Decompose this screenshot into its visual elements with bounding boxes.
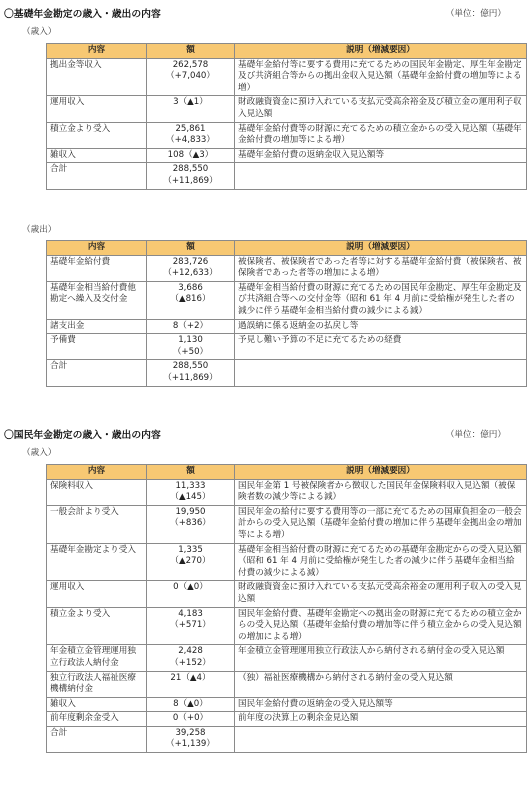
- row-amount: [147, 726, 235, 752]
- amount-change: （▲270）: [170, 556, 211, 567]
- row-description: 国民年金給付費、基礎年金勘定への拠出金の財源に充てるための積立金からの受入見込額（基礎年金給付費の増加等に伴う積立金からの受入見込額の増加による増）: [235, 607, 527, 645]
- row-amount: [147, 479, 235, 505]
- amount-change: （+7,040）: [166, 71, 215, 82]
- row-description: 基礎年金給付費等の財源に充てるための積立金からの受入見込額（基礎年金給付費の増加等による増）: [235, 122, 527, 148]
- amount-value: 8（▲0）: [173, 698, 208, 709]
- header-amount: 額: [147, 44, 235, 59]
- kokumin-revenue-table: [46, 464, 527, 753]
- header-item: 内容: [47, 44, 147, 59]
- amount-change: （+1,139）: [166, 739, 215, 750]
- row-item: 基礎年金勘定より受入: [47, 543, 147, 581]
- row-description: 基礎年金給付費の返納金収入見込額等: [235, 148, 527, 163]
- table-label-revenue: （歳入）: [22, 27, 57, 37]
- table-label-revenue: （歳入）: [22, 448, 57, 458]
- row-amount: [147, 671, 235, 697]
- amount-value: 108（▲3）: [167, 149, 214, 160]
- row-amount: [147, 319, 235, 334]
- row-item: 一般会計より受入: [47, 505, 147, 543]
- row-item: 雑収入: [47, 148, 147, 163]
- row-amount: [147, 505, 235, 543]
- amount-value: 288,550: [172, 164, 209, 175]
- row-amount: [147, 255, 235, 281]
- header-amount: 額: [147, 465, 235, 480]
- kiso-revenue-table: [46, 43, 527, 190]
- amount-value: 4,183: [178, 608, 203, 619]
- table-row: [47, 255, 527, 281]
- table-row: [47, 607, 527, 645]
- row-item: 運用収入: [47, 96, 147, 122]
- table-row: [47, 581, 527, 607]
- row-amount: [147, 697, 235, 712]
- row-description: 前年度の決算上の剰余金見込額: [235, 712, 527, 727]
- table-row: [47, 58, 527, 96]
- row-description: 財政融資資金に預け入れている支払元受高余裕金の運用利子収入の受入見込額: [235, 581, 527, 607]
- amount-change: （+11,869）: [163, 175, 218, 186]
- table-row: [47, 645, 527, 671]
- table-row: [47, 671, 527, 697]
- row-amount: [147, 543, 235, 581]
- table-row-total: [47, 163, 527, 189]
- amount-change: （+836）: [170, 518, 211, 529]
- amount-value: 8（+2）: [172, 320, 209, 331]
- row-description: 基礎年金給付等に要する費用に充てるための国民年金勘定、厚生年金勘定及び共済組合等からの拠出金収入見込額（基礎年金給付費の増加等による増）: [235, 58, 527, 96]
- amount-value: 0（▲0）: [173, 582, 208, 593]
- table-label-expenditure: （歳出）: [22, 225, 57, 235]
- amount-change: （+50）: [172, 346, 209, 357]
- table-row-total: [47, 726, 527, 752]
- row-amount: [147, 58, 235, 96]
- row-description: [235, 163, 527, 189]
- row-description: 国民年金給付費の返納金の受入見込額等: [235, 697, 527, 712]
- header-description: 説明（増減要因）: [235, 44, 527, 59]
- amount-change: （+571）: [170, 620, 211, 631]
- kiso-expenditure-table: [46, 240, 527, 387]
- row-amount: [147, 163, 235, 189]
- table-row: [47, 543, 527, 581]
- row-description: [235, 726, 527, 752]
- unit-label: （単位：億円）: [445, 430, 506, 440]
- amount-value: 0（+0）: [172, 713, 209, 724]
- header-description: 説明（増減要因）: [235, 465, 527, 480]
- row-amount: [147, 96, 235, 122]
- row-amount: [147, 360, 235, 386]
- row-item: 積立金より受入: [47, 122, 147, 148]
- row-item: 基礎年金給付費: [47, 255, 147, 281]
- table-row: [47, 122, 527, 148]
- row-description: [235, 360, 527, 386]
- table-row: [47, 281, 527, 319]
- row-description: 被保険者、被保険者であった者等に対する基礎年金給付費（被保険者、被保険者であった者等の増加による増）: [235, 255, 527, 281]
- table-row: [47, 697, 527, 712]
- header-amount: 額: [147, 241, 235, 256]
- row-amount: [147, 148, 235, 163]
- header-item: 内容: [47, 241, 147, 256]
- header-item: 内容: [47, 465, 147, 480]
- row-item: 合計: [47, 163, 147, 189]
- row-amount: [147, 712, 235, 727]
- table-row: [47, 505, 527, 543]
- amount-value: 25,861: [175, 123, 206, 134]
- row-amount: [147, 581, 235, 607]
- row-item: 保険料収入: [47, 479, 147, 505]
- table-row-total: [47, 360, 527, 386]
- row-item: 運用収入: [47, 581, 147, 607]
- amount-value: 11,333: [175, 480, 206, 491]
- row-description: 財政融資資金に預け入れている支払元受高余裕金及び積立金の運用利子収入見込額: [235, 96, 527, 122]
- row-amount: [147, 607, 235, 645]
- row-description: 過誤納に係る返納金の払戻し等: [235, 319, 527, 334]
- section-title-kokumin: 〇国民年金勘定の歳入・歳出の内容: [4, 430, 161, 441]
- unit-label: （単位：億円）: [445, 9, 506, 19]
- section-title-kiso: 〇基礎年金勘定の歳入・歳出の内容: [4, 9, 161, 20]
- amount-change: （▲145）: [170, 492, 211, 503]
- row-description: （独）福祉医療機構から納付される納付金の受入見込額: [235, 671, 527, 697]
- amount-change: （+12,633）: [163, 268, 218, 279]
- amount-change: （+152）: [170, 657, 211, 668]
- row-item: 年金積立金管理運用独立行政法人納付金: [47, 645, 147, 671]
- amount-value: 3（▲1）: [173, 97, 208, 108]
- row-item: 拠出金等収入: [47, 58, 147, 96]
- row-description: 国民年金の給付に要する費用等の一部に充てるための国庫負担金の一般会計からの受入見込額（基礎年金給付費の増加に伴う基礎年金拠出金の増加等による増）: [235, 505, 527, 543]
- amount-change: （+4,833）: [166, 135, 215, 146]
- row-item: 合計: [47, 726, 147, 752]
- amount-value: 288,550: [172, 361, 209, 372]
- row-item: 予備費: [47, 334, 147, 360]
- amount-value: 283,726: [172, 256, 209, 267]
- row-amount: [147, 645, 235, 671]
- amount-value: 3,686: [178, 282, 203, 293]
- table-row: [47, 712, 527, 727]
- amount-value: 1,335: [178, 544, 203, 555]
- amount-value: 262,578: [172, 59, 209, 70]
- amount-value: 2,428: [178, 646, 203, 657]
- amount-change: （+11,869）: [163, 372, 218, 383]
- table-row: [47, 479, 527, 505]
- table-row: [47, 148, 527, 163]
- row-item: 基礎年金相当給付費他勘定へ繰入及交付金: [47, 281, 147, 319]
- amount-value: 21（▲4）: [170, 672, 211, 683]
- table-row: [47, 319, 527, 334]
- row-amount: [147, 122, 235, 148]
- table-row: [47, 96, 527, 122]
- row-item: 前年度剰余金受入: [47, 712, 147, 727]
- row-description: 基礎年金相当給付費の財源に充てるための基礎年金勘定からの受入見込額（昭和 61 年 4 月前に受給権が発生した者の減少に伴う基礎年金相当給付費の減少による減）: [235, 543, 527, 581]
- amount-value: 1,130: [178, 335, 203, 346]
- amount-change: （▲816）: [170, 294, 211, 305]
- row-description: 国民年金第 1 号被保険者から徴収した国民年金保険料収入見込額（被保険者数の減少等による減）: [235, 479, 527, 505]
- row-item: 雑収入: [47, 697, 147, 712]
- row-amount: [147, 281, 235, 319]
- amount-value: 19,950: [175, 506, 206, 517]
- row-amount: [147, 334, 235, 360]
- table-row: [47, 334, 527, 360]
- row-description: 年金積立金管理運用独立行政法人から納付される納付金の受入見込額: [235, 645, 527, 671]
- row-description: 基礎年金相当給付費の財源に充てるための国民年金勘定、厚生年金勘定及び共済組合等への交付金等（昭和 61 年 4 月前に受給権が発生した者の減少に伴う基礎年金相当給付費の減少による減）: [235, 281, 527, 319]
- row-item: 独立行政法人福祉医療機構納付金: [47, 671, 147, 697]
- row-item: 合計: [47, 360, 147, 386]
- row-item: 諸支出金: [47, 319, 147, 334]
- header-description: 説明（増減要因）: [235, 241, 527, 256]
- row-item: 積立金より受入: [47, 607, 147, 645]
- row-description: 予見し難い予算の不足に充てるための経費: [235, 334, 527, 360]
- amount-value: 39,258: [175, 727, 206, 738]
